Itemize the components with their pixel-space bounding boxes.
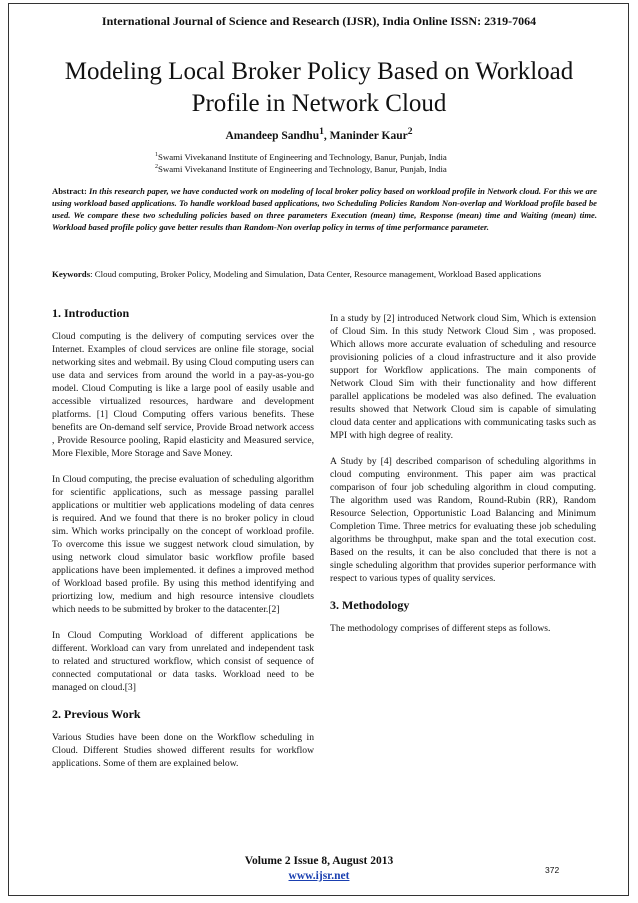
affiliation-1-text: Swami Vivekanand Institute of Engineering and Technology, Banur, Punjab, India [158,152,447,162]
previous-work-paragraph-2: In a study by [2] introduced Network cloud Sim, Which is extension of Cloud Sim. In this study Network Cloud Sim , was proposed. Which allows more accurate evaluation of scheduling and resource provisioning policies of a cloud infrastructure and it also provide support for Workflow applications. The main components of Network Cloud Sim with their functionality and how different parallel applications be modeled was also defined. The evaluation results showed that Network Cloud sim is capable of simulating cloud data center and applications with communicating tasks such as MPI with high degree of reality. [330,313,596,441]
intro-paragraph-1: Cloud computing is the delivery of computing services over the Internet. Examples of cloud services are online file storage, social networking sites and webmail. By using Cloud computing users can use data and services from around the world in a pay-as-you-go model. Cloud Computing is like a large pool of easily usable and accessible virtualized resources, hardware and development platforms. [1] Cloud Computing offers various benefits. These benefits are On-demand self service, Provide Broad network access , Provide Resource pooling, Rapid elasticity and Measured service, More Flexible, More Storage and Save Money. [52,331,314,459]
section-heading-methodology: 3. Methodology [330,598,410,612]
previous-work-paragraph-1: Various Studies have been done on the Workflow scheduling in Cloud. Different Studies showed different results for workflow applications. Some of them are explained below. [52,732,314,769]
affiliation-1 [155,152,447,162]
affiliation-2-sup: 2 [155,164,158,171]
abstract [52,185,597,233]
section-heading-introduction: 1. Introduction [52,306,130,320]
footer-url-link[interactable]: www.ijsr.net [288,870,350,882]
section-heading-previous-work: 2. Previous Work [52,707,141,721]
author-line [0,126,638,142]
intro-paragraph-3: In Cloud Computing Workload of different applications be different. Workload can vary from unrelated and independent task to related and structured workflow, which consist of sequence of connected computational or data tasks. Workload need to be managed on cloud.[3] [52,630,314,693]
footer-volume: Volume 2 Issue 8, August 2013 [244,855,394,867]
previous-work-paragraph-3: A Study by [4] described comparison of scheduling algorithms in cloud computing environment. This paper aim was practical comparison of four job scheduling algorithm in cloud computing. The algorithm used was Random, Round-Rubin (RR), Random Resource Selection, Opportunistic Load Balancing and Minimum Completion Time. Three metrics for evaluating these job scheduling algorithms be throughput, make span and the total execution cost. Based on the results, it can be also concluded that there is not a single scheduling algorithm that provides superior performance with respect to various types of quality services. [330,456,596,584]
intro-paragraph-2: In Cloud computing, the precise evaluation of scheduling algorithm for scientific applications, such as message passing parallel applications or multitier web applications modeling of data cenres is required. And we found that there is no broker policy in cloud sim. Which works principally on the concept of workload profile. To overcome this issue we suggest network cloud simulation, by using network cloud simulator basic workflow profile based applications have been implemented. it defines a improved method of Workload based profile. By using this method identifying and priortizing low, medium and high resource intensive cloudlets which needs to be submitted by broker to the datacenter.[2] [52,474,314,615]
keywords [52,268,597,281]
left-column [52,306,314,783]
keywords-text: : Cloud computing, Broker Policy, Modeling and Simulation, Data Center, Resource management, Workload Based applications [90,269,542,279]
author-1-sup: 1 [319,126,324,137]
title-line-2: Profile in Network Cloud [191,90,447,117]
title-line-1: Modeling Local Broker Policy Based on Workload [64,58,574,85]
journal-header: International Journal of Science and Research (IJSR), India Online ISSN: 2319-7064 [101,14,537,28]
affiliation-2 [155,164,447,174]
author-2: , Maninder Kaur [323,129,408,142]
affiliation-1-sup: 1 [155,152,158,159]
methodology-paragraph-1: The methodology comprises of different steps as follows. [330,623,551,634]
right-column [330,312,596,648]
paper-title [0,56,638,120]
author-1: Amandeep Sandhu [225,129,320,142]
author-2-sup: 2 [407,126,413,137]
page-number: 372 [545,865,560,875]
keywords-label: Keywords [52,269,91,279]
affiliation-2-text: Swami Vivekanand Institute of Engineering and Technology, Banur, Punjab, India [158,164,447,174]
abstract-text: In this research paper, we have conducted work on modeling of local broker policy based on workload profile in Network cloud. For this we are using workload based applications. To handle workload based applications, two Scheduling Policies Random Non-overlap and Workload profile based be used. We compare these two scheduling policies based on three parameters Execution (mean) time, Response (mean) time and Waiting (mean) time. Workload based profile policy gave better results than Random-Non overlap policy in terms of time performance parameter. [52,186,597,233]
abstract-label: Abstract: [52,186,87,196]
